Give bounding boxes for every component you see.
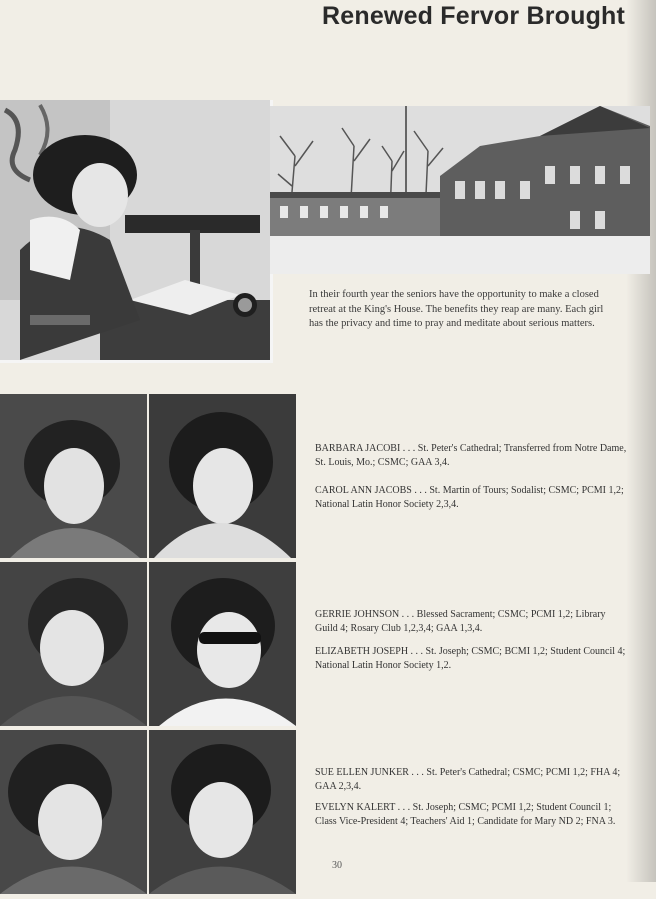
photo-kings-house (270, 106, 650, 274)
bio-elizabeth-joseph: ELIZABETH JOSEPH . . . St. Joseph; CSMC; BCMI 1,2; Student Council 4; National Latin Honor Society 1,2. (315, 646, 626, 671)
portrait-carol-ann-jacobs (149, 394, 296, 558)
portrait-figure (149, 394, 296, 558)
portrait-evelyn-kalert (149, 730, 296, 894)
portrait-elizabeth-joseph (149, 562, 296, 726)
page-number: 30 (332, 860, 342, 871)
photo-girl-reading (0, 100, 273, 363)
bio-sue-ellen-junker: SUE ELLEN JUNKER . . . St. Peter's Cathedral; CSMC; PCMI 1,2; FHA 4; GAA 2,3,4. (315, 767, 621, 792)
bio-barbara-jacobi: BARBARA JACOBI . . . St. Peter's Cathedral; Transferred from Notre Dame, St. Louis, Mo.; CSMC; GAA 3,4. (315, 443, 627, 468)
portrait-figure (0, 394, 147, 558)
bio-carol-ann-jacobs: CAROL ANN JACOBS . . . St. Martin of Tours; Sodalist; CSMC; PCMI 1,2; National Latin Honor Society 2,3,4. (315, 485, 624, 510)
bio-gerrie-johnson: GERRIE JOHNSON . . . Blessed Sacrament; CSMC; PCMI 1,2; Library Guild 4; Rosary Club 1,2,3,4; GAA 1,3,4. (315, 609, 606, 634)
building-illustration (270, 106, 650, 274)
portrait-barbara-jacobi (0, 394, 147, 558)
reading-illustration (0, 100, 270, 360)
bio-evelyn-kalert: EVELYN KALERT . . . St. Joseph; CSMC; PCMI 1,2; Student Council 1; Class Vice-President 4; Teachers' Aid 1; Candidate for Mary ND 2; FNA 3. (315, 802, 616, 827)
portrait-gerrie-johnson (0, 562, 147, 726)
portrait-sue-ellen-junker (0, 730, 147, 894)
page-title: Renewed Fervor Brought (322, 2, 626, 30)
portrait-figure (0, 730, 147, 894)
portrait-figure (149, 730, 296, 894)
portrait-figure (149, 562, 296, 726)
photo-caption: In their fourth year the seniors have the opportunity to make a closed retreat at the King's House. The benefits they reap are many. Each girl has the privacy and time to pray and meditate about serious matters. (309, 289, 604, 329)
portrait-figure (0, 562, 147, 726)
